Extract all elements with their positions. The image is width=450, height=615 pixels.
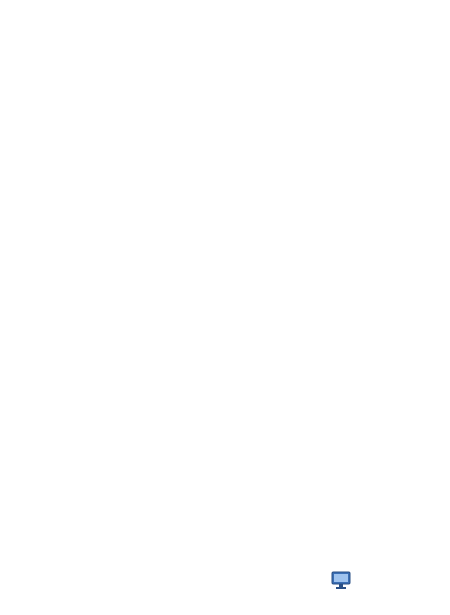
- monitor-icon: [330, 569, 352, 591]
- watermark: [330, 567, 448, 613]
